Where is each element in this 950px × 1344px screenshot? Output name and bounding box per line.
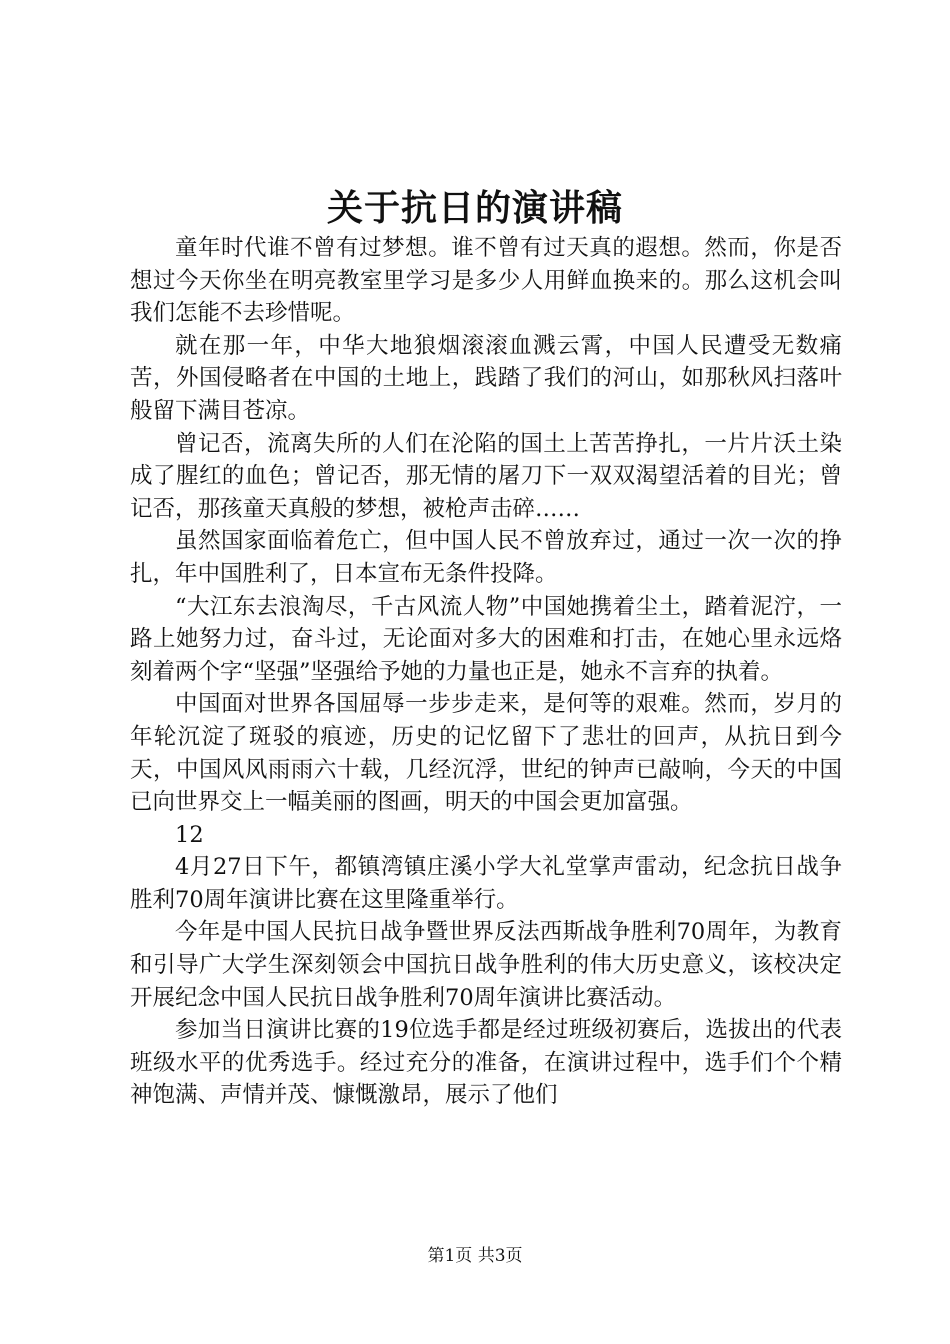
paragraph: 曾记否，流离失所的人们在沦陷的国土上苦苦挣扎，一片片沃土染成了腥红的血色；曾记否，那无情的屠刀下一双双渴望活着的目光；曾记否，那孩童天真般的梦想，被枪声击碎……: [130, 430, 842, 522]
paragraph: 就在那一年，中华大地狼烟滚滚血溅云霄，中国人民遭受无数痛苦，外国侵略者在中国的土地上，践踏了我们的河山，如那秋风扫落叶般留下满目苍凉。: [130, 332, 842, 424]
paragraph: 12: [175, 821, 204, 848]
paragraph: “大江东去浪淘尽，千古风流人物”中国她携着尘土，踏着泥泞，一路上她努力过，奋斗过，无论面对多大的困难和打击，在她心里永远烙刻着两个字“坚强”坚强给予她的力量也正是，她永不言弃的执着。: [130, 593, 842, 685]
paragraph: 参加当日演讲比赛的19位选手都是经过班级初赛后，选拔出的代表班级水平的优秀选手。经过充分的准备，在演讲过程中，选手们个个精神饱满、声情并茂、慷慨激昂，展示了他们: [130, 1017, 842, 1109]
document-body: [130, 232, 842, 1112]
paragraph: 中国面对世界各国屈辱一步步走来，是何等的艰难。然而，岁月的年轮沉淀了斑驳的痕迹，历史的记忆留下了悲壮的回声，从抗日到今天，中国风风雨雨六十载，几经沉浮，世纪的钟声已敲响，今天的中国已向世界交上一幅美丽的图画，明天的中国会更加富强。: [130, 691, 842, 816]
paragraph: 今年是中国人民抗日战争暨世界反法西斯战争胜利70周年，为教育和引导广大学生深刻领会中国抗日战争胜利的伟大历史意义，该校决定开展纪念中国人民抗日战争胜利70周年演讲比赛活动。: [130, 919, 842, 1011]
paragraph: 4月27日下午，都镇湾镇庄溪小学大礼堂掌声雷动，纪念抗日战争胜利70周年演讲比赛在这里隆重举行。: [130, 854, 842, 913]
paragraph: 虽然国家面临着危亡，但中国人民不曾放弃过，通过一次一次的挣扎，年中国胜利了，日本宣布无条件投降。: [130, 528, 842, 587]
document-title: 关于抗日的演讲稿: [326, 187, 623, 229]
page-number-footer: 第1页 共3页: [427, 1246, 523, 1266]
paragraph: 童年时代谁不曾有过梦想。谁不曾有过天真的遐想。然而，你是否想过今天你坐在明亮教室里学习是多少人用鲜血换来的。那么这机会叫我们怎能不去珍惜呢。: [130, 235, 842, 327]
